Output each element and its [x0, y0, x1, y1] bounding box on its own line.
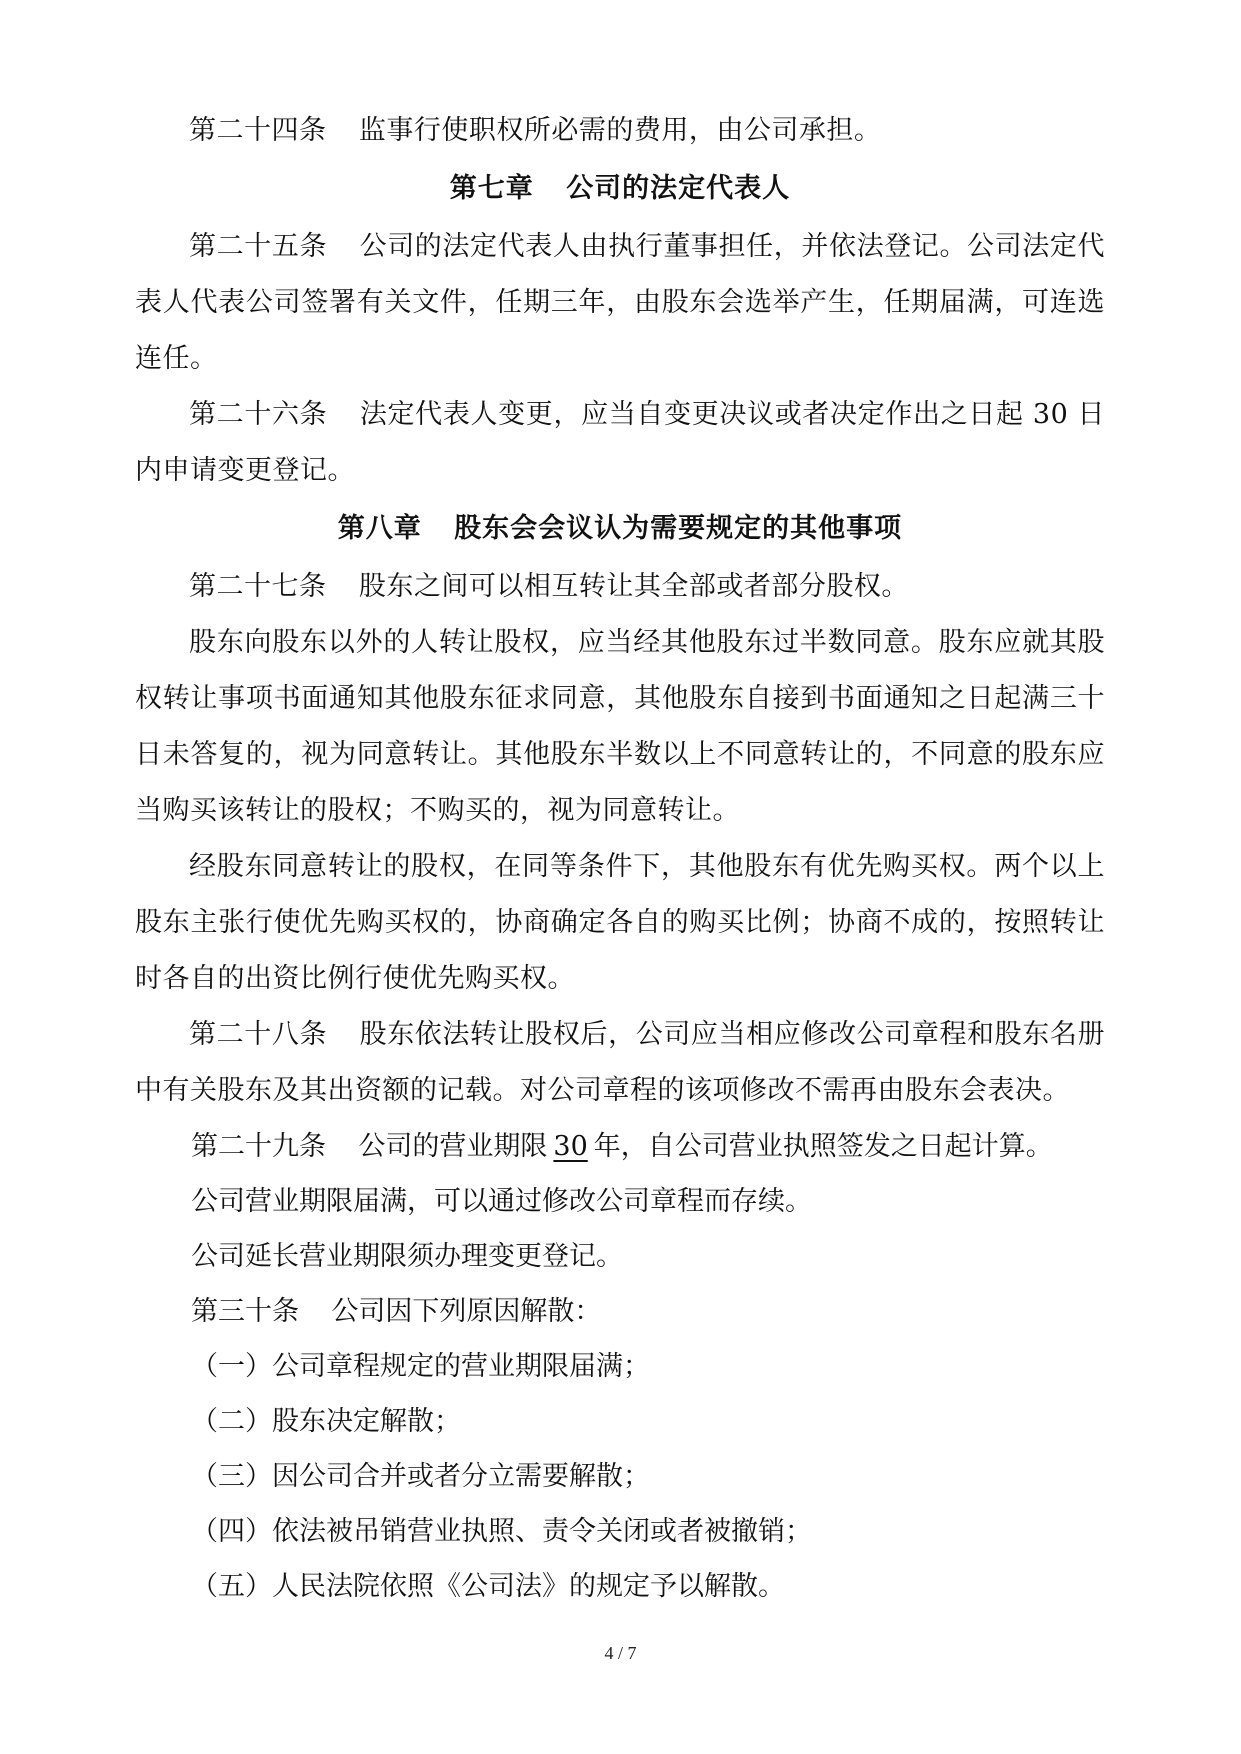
list-item: （五）人民法院依照《公司法》的规定予以解散。	[191, 1571, 785, 1602]
article-27-paragraph-3: 经股东同意转让的股权，在同等条件下，其他股东有优先购买权。两个以上股东主张行使优先购买权的，协商确定各自的购买比例；协商不成的，按照转让时各自的出资比例行使优先购买权。	[135, 851, 1105, 994]
chapter-8-heading	[135, 499, 1105, 559]
article-text-post: 年，自公司营业执照签发之日起计算。	[593, 1131, 1053, 1162]
article-27-paragraph-2: 股东向股东以外的人转让股权，应当经其他股东过半数同意。股东应就其股权转让事项书面通知其他股东征求同意，其他股东自接到书面通知之日起满三十日未答复的，视为同意转让。其他股东半数以上不同意转让的，不同意的股东应当购买该转让的股权；不购买的，视为同意转让。	[135, 627, 1105, 826]
article-text-pre: 公司的营业期限	[358, 1131, 548, 1162]
page-number: 4 / 7	[604, 1643, 637, 1663]
article-text: 公司因下列原因解散：	[331, 1296, 602, 1327]
list-item: （三）因公司合并或者分立需要解散；	[191, 1461, 650, 1492]
article-number: 第三十条	[191, 1296, 299, 1327]
list-item: （一）公司章程规定的营业期限届满；	[191, 1351, 650, 1382]
article-24	[135, 103, 1105, 159]
article-number: 第二十六条	[189, 399, 328, 430]
chapter-title: 公司的法定代表人	[566, 173, 791, 204]
article-27	[135, 559, 1105, 615]
chapter-number: 第八章	[337, 513, 422, 544]
chapter-7-heading	[135, 159, 1105, 219]
article-26	[135, 387, 1105, 499]
article-29	[135, 1119, 1105, 1174]
article-text: 股东之间可以相互转让其全部或者部分股权。	[358, 571, 909, 602]
list-item: （二）股东决定解散；	[191, 1406, 461, 1437]
article-number: 第二十九条	[191, 1131, 326, 1162]
chapter-title: 股东会会议认为需要规定的其他事项	[454, 513, 903, 544]
article-25	[135, 219, 1105, 387]
article-text: 法定代表人变更，应当自变更决议或者决定作出之日起 30 日内申请变更登记。	[135, 399, 1105, 486]
article-text: 股东依法转让股权后，公司应当相应修改公司章程和股东名册中有关股东及其出资额的记载。对公司章程的该项修改不需再由股东会表决。	[135, 1019, 1106, 1106]
article-number: 第二十八条	[189, 1019, 328, 1050]
article-29-paragraph-3: 公司延长营业期限须办理变更登记。	[191, 1241, 623, 1272]
article-number: 第二十五条	[189, 231, 328, 262]
article-number: 第二十七条	[189, 571, 327, 602]
article-30	[135, 1284, 1105, 1339]
article-28	[135, 1007, 1105, 1119]
chapter-number: 第七章	[449, 173, 534, 204]
list-item: （四）依法被吊销营业执照、责令关闭或者被撤销；	[191, 1516, 812, 1547]
article-text: 公司的法定代表人由执行董事担任，并依法登记。公司法定代表人代表公司签署有关文件，任期三年，由股东会选举产生，任期届满，可连选连任。	[135, 231, 1106, 374]
article-29-paragraph-2: 公司营业期限届满，可以通过修改公司章程而存续。	[191, 1186, 812, 1217]
business-term-years: 30	[553, 1131, 588, 1162]
document-body	[135, 103, 1105, 1614]
article-number: 第二十四条	[189, 115, 327, 146]
article-text: 监事行使职权所必需的费用，由公司承担。	[358, 115, 882, 146]
